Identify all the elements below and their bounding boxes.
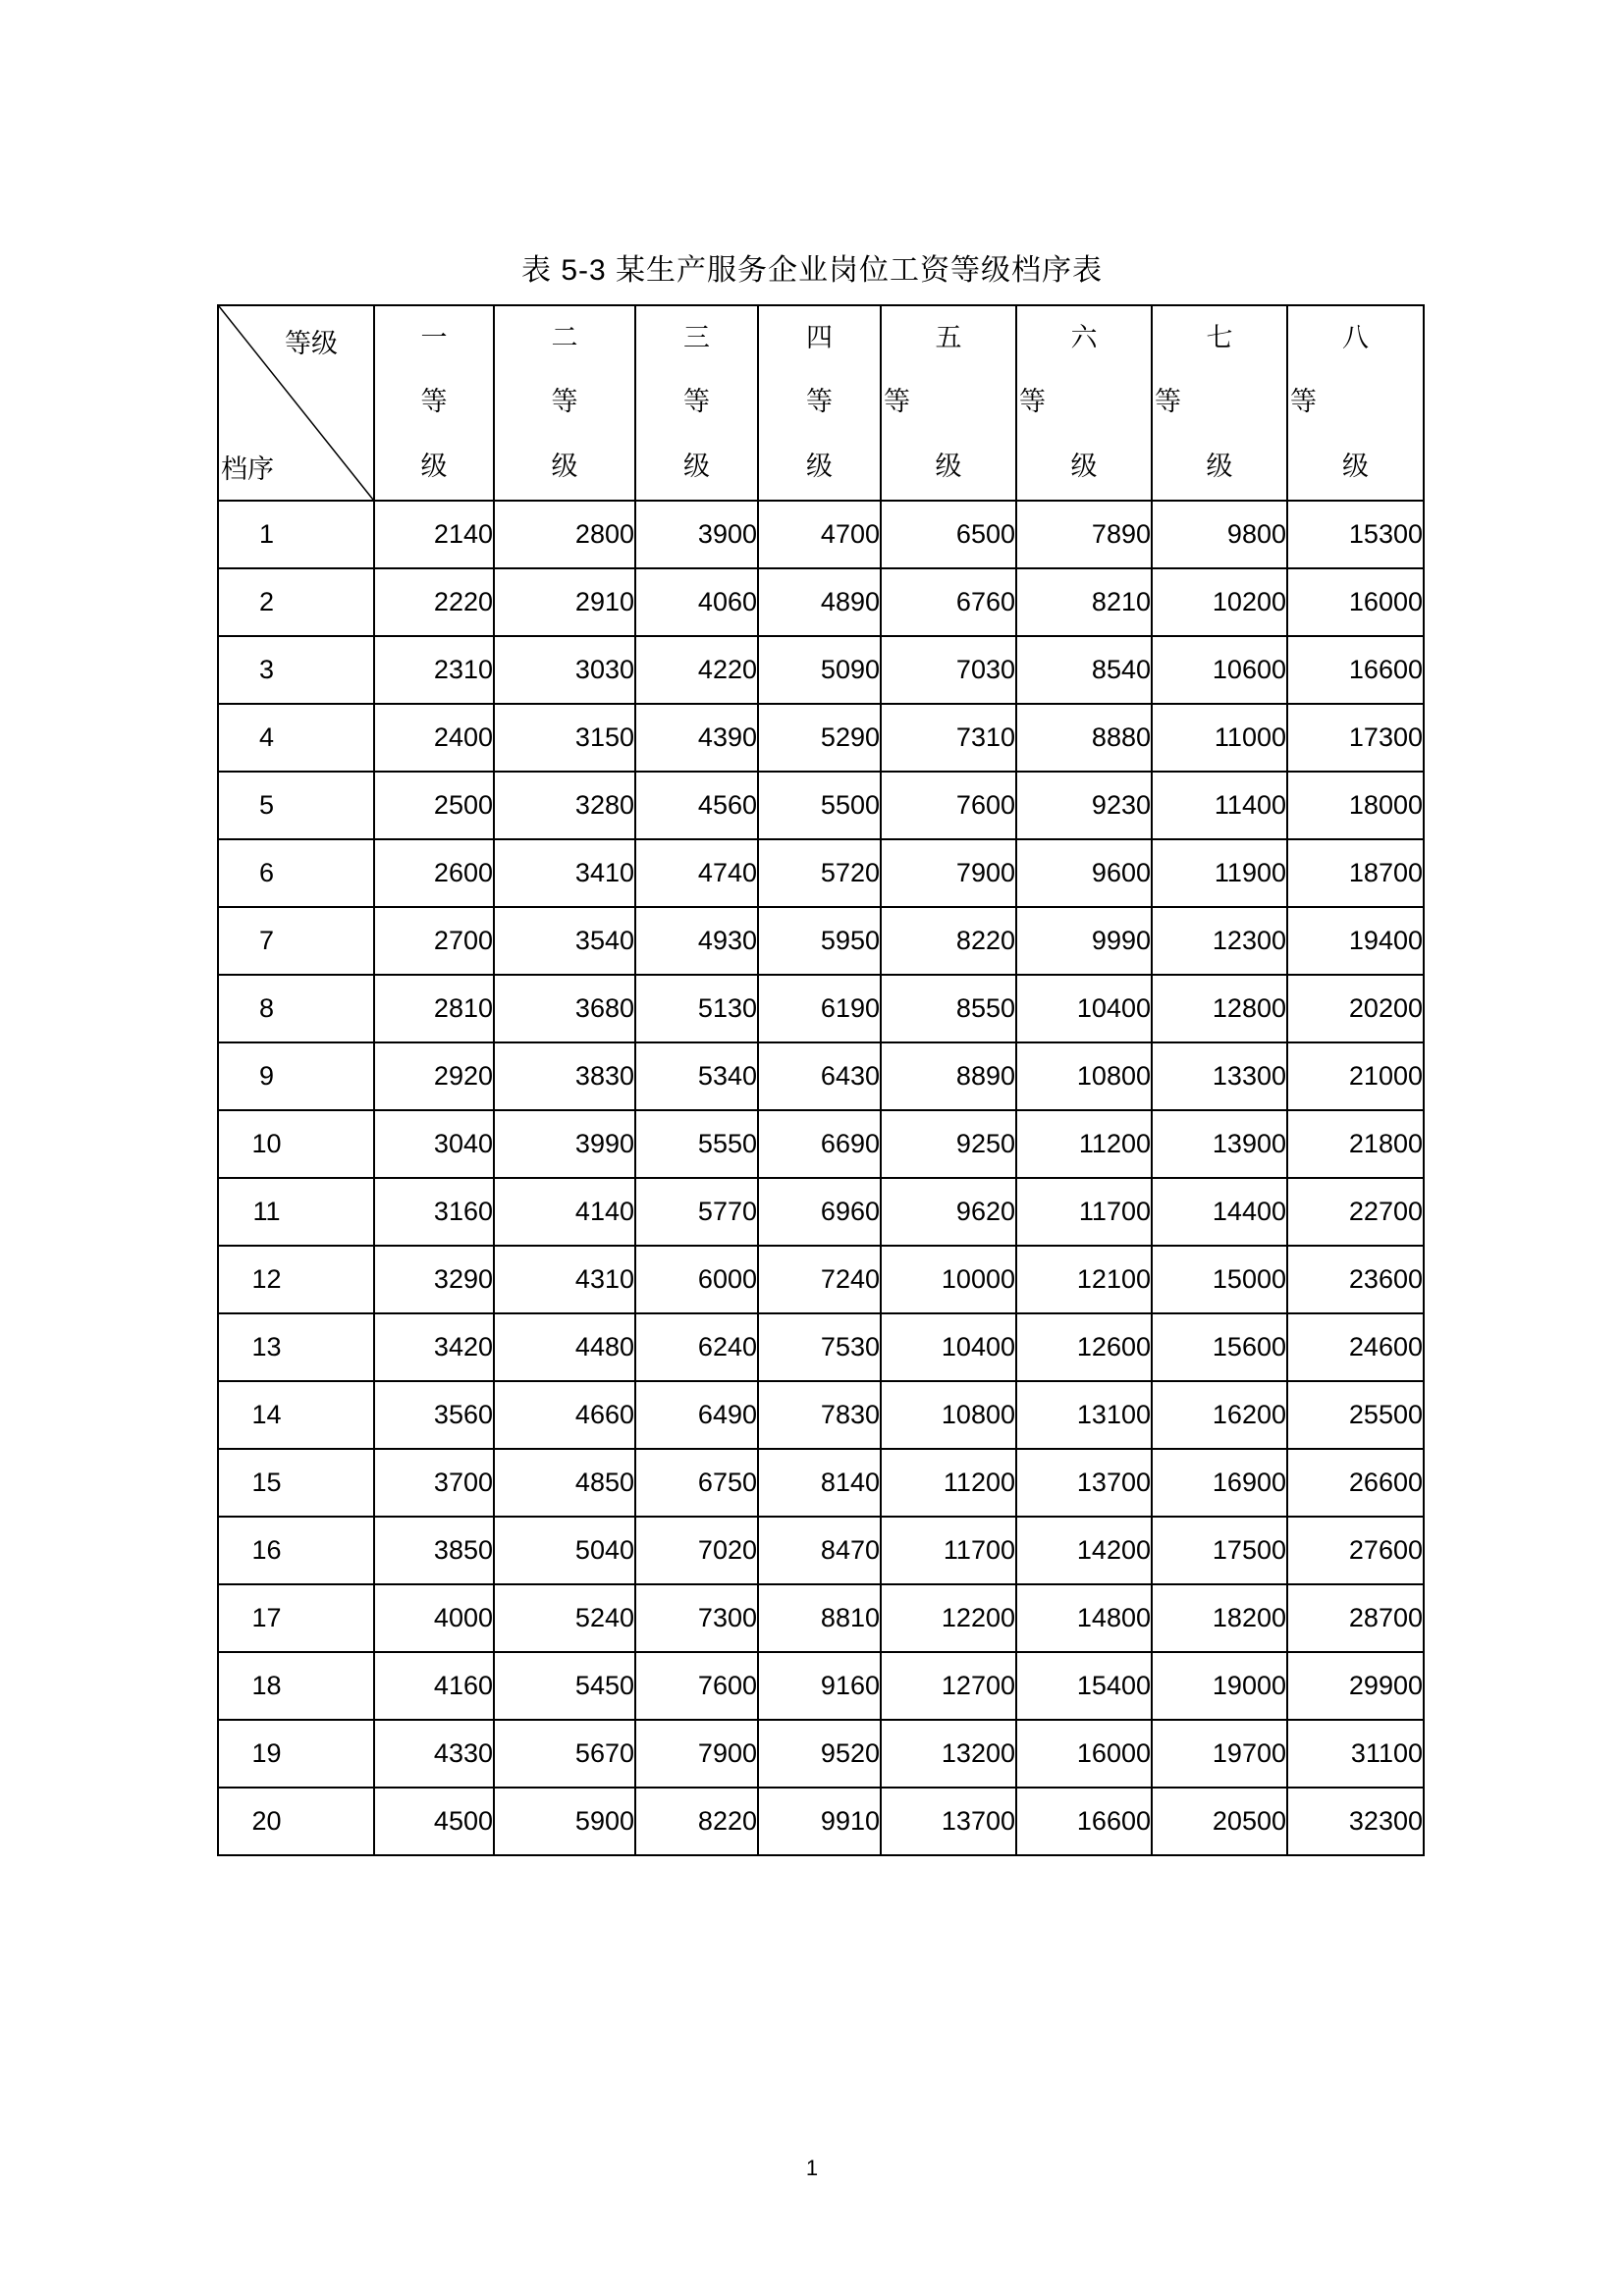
wage-cell: 10200 [1152, 568, 1287, 636]
wage-cell: 7300 [635, 1584, 758, 1652]
wage-cell: 13700 [1016, 1449, 1152, 1517]
level-cell: 14 [218, 1381, 374, 1449]
wage-cell: 8810 [758, 1584, 881, 1652]
wage-cell: 16600 [1287, 636, 1424, 704]
table-title: 表 5-3 某生产服务企业岗位工资等级档序表 [520, 254, 1104, 287]
wage-cell: 4160 [374, 1652, 494, 1720]
wage-cell: 3900 [635, 501, 758, 568]
wage-cell: 4140 [494, 1178, 635, 1246]
table-row [218, 568, 1424, 636]
level-cell: 13 [218, 1313, 374, 1381]
wage-cell: 16000 [1016, 1720, 1152, 1788]
wage-cell: 22700 [1287, 1178, 1424, 1246]
wage-cell: 11200 [1016, 1110, 1152, 1178]
wage-cell: 20200 [1287, 975, 1424, 1042]
wage-cell: 3280 [494, 772, 635, 839]
wage-cell: 25500 [1287, 1381, 1424, 1449]
wage-cell: 9250 [881, 1110, 1016, 1178]
table-row [218, 501, 1424, 568]
grade-deng: 等 [1019, 387, 1046, 416]
wage-cell: 29900 [1287, 1652, 1424, 1720]
wage-cell: 4480 [494, 1313, 635, 1381]
wage-cell: 7030 [881, 636, 1016, 704]
table-row [218, 1720, 1424, 1788]
page-number: 1 [805, 2156, 819, 2180]
wage-cell: 31100 [1287, 1720, 1424, 1788]
grade-deng: 等 [1290, 387, 1317, 416]
wage-cell: 9990 [1016, 907, 1152, 975]
grade-number: 六 [1070, 323, 1098, 352]
wage-cell: 3830 [494, 1042, 635, 1110]
wage-cell: 8140 [758, 1449, 881, 1517]
wage-cell: 2810 [374, 975, 494, 1042]
grade-header-cell [635, 305, 758, 501]
wage-cell: 11200 [881, 1449, 1016, 1517]
wage-cell: 6190 [758, 975, 881, 1042]
wage-cell: 14800 [1016, 1584, 1152, 1652]
wage-cell: 4330 [374, 1720, 494, 1788]
wage-cell: 4220 [635, 636, 758, 704]
wage-cell: 6750 [635, 1449, 758, 1517]
wage-cell: 5900 [494, 1788, 635, 1855]
grade-deng: 等 [420, 387, 448, 416]
wage-cell: 19000 [1152, 1652, 1287, 1720]
wage-cell: 5240 [494, 1584, 635, 1652]
grade-ji: 级 [420, 452, 448, 481]
table-row [218, 636, 1424, 704]
table-row [218, 975, 1424, 1042]
wage-cell: 4740 [635, 839, 758, 907]
wage-cell: 4890 [758, 568, 881, 636]
wage-cell: 5090 [758, 636, 881, 704]
wage-cell: 4560 [635, 772, 758, 839]
wage-cell: 4660 [494, 1381, 635, 1449]
wage-cell: 7900 [635, 1720, 758, 1788]
level-cell: 20 [218, 1788, 374, 1855]
level-cell: 8 [218, 975, 374, 1042]
table-row [218, 1313, 1424, 1381]
wage-cell: 7600 [881, 772, 1016, 839]
wage-cell: 9620 [881, 1178, 1016, 1246]
table-row [218, 1788, 1424, 1855]
wage-cell: 3410 [494, 839, 635, 907]
wage-cell: 12100 [1016, 1246, 1152, 1313]
corner-grade-label: 等级 [285, 329, 338, 358]
level-cell: 15 [218, 1449, 374, 1517]
table-row [218, 1584, 1424, 1652]
level-cell: 6 [218, 839, 374, 907]
grade-header-cell [374, 305, 494, 501]
wage-cell: 11400 [1152, 772, 1287, 839]
wage-cell: 10600 [1152, 636, 1287, 704]
grade-ji: 级 [1206, 452, 1233, 481]
grade-number: 七 [1206, 323, 1233, 352]
level-cell: 4 [218, 704, 374, 772]
wage-cell: 8220 [881, 907, 1016, 975]
wage-cell: 15300 [1287, 501, 1424, 568]
wage-cell: 32300 [1287, 1788, 1424, 1855]
grade-header-cell [1016, 305, 1152, 501]
corner-header-cell [218, 305, 374, 501]
level-cell: 16 [218, 1517, 374, 1584]
wage-cell: 10000 [881, 1246, 1016, 1313]
wage-cell: 17300 [1287, 704, 1424, 772]
wage-cell: 9600 [1016, 839, 1152, 907]
level-cell: 5 [218, 772, 374, 839]
wage-cell: 23600 [1287, 1246, 1424, 1313]
grade-deng: 等 [1155, 387, 1181, 416]
wage-cell: 4700 [758, 501, 881, 568]
wage-cell: 7020 [635, 1517, 758, 1584]
wage-cell: 9160 [758, 1652, 881, 1720]
wage-cell: 7600 [635, 1652, 758, 1720]
wage-cell: 15600 [1152, 1313, 1287, 1381]
wage-cell: 20500 [1152, 1788, 1287, 1855]
wage-cell: 16900 [1152, 1449, 1287, 1517]
wage-cell: 5040 [494, 1517, 635, 1584]
wage-cell: 4500 [374, 1788, 494, 1855]
wage-cell: 10800 [1016, 1042, 1152, 1110]
grade-number: 四 [806, 323, 833, 352]
wage-cell: 7830 [758, 1381, 881, 1449]
table-row [218, 907, 1424, 975]
grade-number: 五 [935, 323, 962, 352]
wage-cell: 10400 [1016, 975, 1152, 1042]
level-cell: 3 [218, 636, 374, 704]
grade-number: 八 [1342, 323, 1369, 352]
level-cell: 7 [218, 907, 374, 975]
grade-deng: 等 [551, 387, 578, 416]
wage-cell: 8540 [1016, 636, 1152, 704]
wage-cell: 7890 [1016, 501, 1152, 568]
grade-number: 二 [551, 323, 578, 352]
grade-ji: 级 [683, 452, 710, 481]
level-cell: 18 [218, 1652, 374, 1720]
wage-cell: 9910 [758, 1788, 881, 1855]
wage-cell: 5500 [758, 772, 881, 839]
wage-cell: 28700 [1287, 1584, 1424, 1652]
table-row [218, 1042, 1424, 1110]
wage-cell: 8550 [881, 975, 1016, 1042]
wage-cell: 4060 [635, 568, 758, 636]
level-cell: 2 [218, 568, 374, 636]
wage-cell: 5340 [635, 1042, 758, 1110]
wage-cell: 16200 [1152, 1381, 1287, 1449]
grade-header-cell [494, 305, 635, 501]
table-row [218, 1246, 1424, 1313]
level-cell: 10 [218, 1110, 374, 1178]
wage-cell: 7900 [881, 839, 1016, 907]
wage-cell: 3560 [374, 1381, 494, 1449]
grade-header-cell [758, 305, 881, 501]
wage-cell: 2220 [374, 568, 494, 636]
grade-number: 三 [683, 323, 710, 352]
wage-cell: 2140 [374, 501, 494, 568]
wage-cell: 27600 [1287, 1517, 1424, 1584]
wage-cell: 13700 [881, 1788, 1016, 1855]
wage-cell: 5770 [635, 1178, 758, 1246]
wage-cell: 19700 [1152, 1720, 1287, 1788]
wage-grade-table [217, 304, 1425, 1856]
wage-cell: 11000 [1152, 704, 1287, 772]
table-row [218, 772, 1424, 839]
wage-cell: 9800 [1152, 501, 1287, 568]
wage-cell: 4930 [635, 907, 758, 975]
table-row [218, 1110, 1424, 1178]
wage-cell: 2800 [494, 501, 635, 568]
wage-cell: 8210 [1016, 568, 1152, 636]
wage-cell: 5130 [635, 975, 758, 1042]
wage-cell: 4310 [494, 1246, 635, 1313]
grade-deng: 等 [884, 387, 910, 416]
wage-cell: 19400 [1287, 907, 1424, 975]
level-cell: 17 [218, 1584, 374, 1652]
table-row [218, 704, 1424, 772]
wage-cell: 21800 [1287, 1110, 1424, 1178]
wage-cell: 3150 [494, 704, 635, 772]
wage-cell: 4000 [374, 1584, 494, 1652]
wage-cell: 5720 [758, 839, 881, 907]
table-row [218, 1178, 1424, 1246]
wage-cell: 4850 [494, 1449, 635, 1517]
grade-header-cell [881, 305, 1016, 501]
wage-cell: 2700 [374, 907, 494, 975]
wage-cell: 6000 [635, 1246, 758, 1313]
wage-cell: 14400 [1152, 1178, 1287, 1246]
wage-cell: 18000 [1287, 772, 1424, 839]
grade-deng: 等 [806, 387, 833, 416]
corner-level-label: 档序 [221, 454, 274, 484]
wage-cell: 5450 [494, 1652, 635, 1720]
wage-cell: 6490 [635, 1381, 758, 1449]
wage-cell: 3700 [374, 1449, 494, 1517]
wage-cell: 7310 [881, 704, 1016, 772]
wage-cell: 12800 [1152, 975, 1287, 1042]
table-row [218, 1449, 1424, 1517]
table-row [218, 1652, 1424, 1720]
wage-cell: 2400 [374, 704, 494, 772]
wage-cell: 8890 [881, 1042, 1016, 1110]
wage-cell: 4390 [635, 704, 758, 772]
wage-cell: 2310 [374, 636, 494, 704]
wage-cell: 3030 [494, 636, 635, 704]
wage-cell: 16000 [1287, 568, 1424, 636]
wage-cell: 18700 [1287, 839, 1424, 907]
wage-cell: 6690 [758, 1110, 881, 1178]
wage-cell: 10800 [881, 1381, 1016, 1449]
wage-cell: 13100 [1016, 1381, 1152, 1449]
wage-cell: 2500 [374, 772, 494, 839]
wage-cell: 10400 [881, 1313, 1016, 1381]
wage-cell: 18200 [1152, 1584, 1287, 1652]
wage-cell: 6430 [758, 1042, 881, 1110]
wage-cell: 9230 [1016, 772, 1152, 839]
level-cell: 11 [218, 1178, 374, 1246]
wage-cell: 5550 [635, 1110, 758, 1178]
wage-cell: 8220 [635, 1788, 758, 1855]
wage-cell: 3850 [374, 1517, 494, 1584]
wage-cell: 2920 [374, 1042, 494, 1110]
grade-deng: 等 [683, 387, 710, 416]
wage-cell: 6240 [635, 1313, 758, 1381]
wage-cell: 14200 [1016, 1517, 1152, 1584]
wage-cell: 17500 [1152, 1517, 1287, 1584]
wage-cell: 9520 [758, 1720, 881, 1788]
wage-cell: 7530 [758, 1313, 881, 1381]
wage-cell: 12300 [1152, 907, 1287, 975]
table-row [218, 1381, 1424, 1449]
wage-cell: 11900 [1152, 839, 1287, 907]
wage-cell: 5670 [494, 1720, 635, 1788]
wage-cell: 13300 [1152, 1042, 1287, 1110]
wage-cell: 3160 [374, 1178, 494, 1246]
wage-cell: 12200 [881, 1584, 1016, 1652]
wage-cell: 3290 [374, 1246, 494, 1313]
wage-cell: 5950 [758, 907, 881, 975]
wage-cell: 3680 [494, 975, 635, 1042]
wage-cell: 13200 [881, 1720, 1016, 1788]
wage-cell: 16600 [1016, 1788, 1152, 1855]
wage-cell: 3040 [374, 1110, 494, 1178]
grade-header-cell [1152, 305, 1287, 501]
wage-cell: 13900 [1152, 1110, 1287, 1178]
level-cell: 19 [218, 1720, 374, 1788]
wage-cell: 21000 [1287, 1042, 1424, 1110]
wage-cell: 26600 [1287, 1449, 1424, 1517]
wage-cell: 6760 [881, 568, 1016, 636]
wage-cell: 2600 [374, 839, 494, 907]
wage-cell: 12600 [1016, 1313, 1152, 1381]
wage-cell: 11700 [1016, 1178, 1152, 1246]
wage-cell: 5290 [758, 704, 881, 772]
grade-number: 一 [420, 323, 448, 352]
wage-cell: 3540 [494, 907, 635, 975]
level-cell: 12 [218, 1246, 374, 1313]
wage-cell: 6960 [758, 1178, 881, 1246]
table-row [218, 1517, 1424, 1584]
wage-cell: 6500 [881, 501, 1016, 568]
grade-ji: 级 [806, 452, 833, 481]
wage-cell: 24600 [1287, 1313, 1424, 1381]
wage-cell: 15400 [1016, 1652, 1152, 1720]
wage-cell: 15000 [1152, 1246, 1287, 1313]
wage-cell: 3420 [374, 1313, 494, 1381]
wage-cell: 8880 [1016, 704, 1152, 772]
wage-cell: 11700 [881, 1517, 1016, 1584]
table-body [218, 305, 1424, 1855]
wage-cell: 8470 [758, 1517, 881, 1584]
wage-cell: 3990 [494, 1110, 635, 1178]
level-cell: 1 [218, 501, 374, 568]
grade-header-cell [1287, 305, 1424, 501]
wage-cell: 12700 [881, 1652, 1016, 1720]
level-cell: 9 [218, 1042, 374, 1110]
grade-ji: 级 [1342, 452, 1369, 481]
wage-cell: 2910 [494, 568, 635, 636]
grade-ji: 级 [1070, 452, 1098, 481]
header-row [218, 305, 1424, 501]
grade-ji: 级 [551, 452, 578, 481]
grade-ji: 级 [935, 452, 962, 481]
table-row [218, 839, 1424, 907]
wage-cell: 7240 [758, 1246, 881, 1313]
